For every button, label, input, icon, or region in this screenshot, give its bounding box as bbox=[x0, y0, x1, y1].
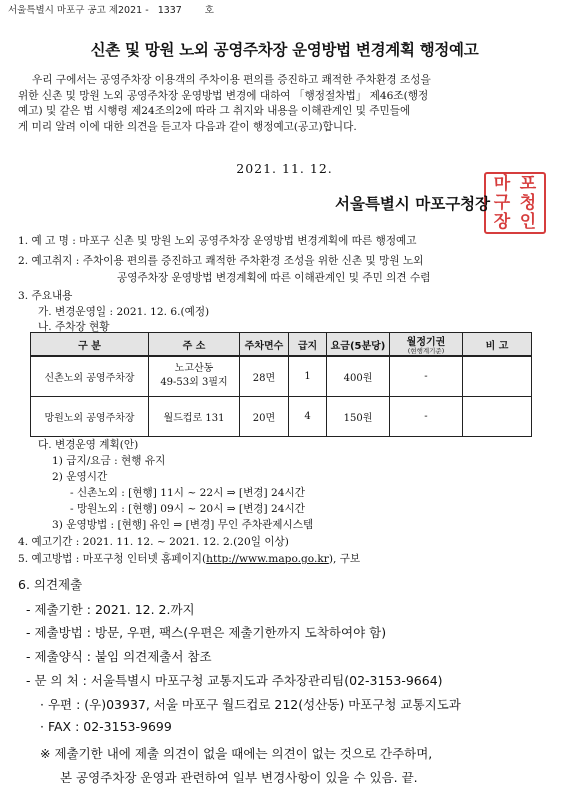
item-1: 1. 예 고 명 : 마포구 신촌 및 망원 노외 공영주차장 운영방법 변경계획에 따른 행정예고 bbox=[18, 235, 417, 247]
table-cell: 28면 bbox=[240, 356, 289, 396]
table-row bbox=[31, 396, 532, 436]
parking-lot-table bbox=[30, 332, 532, 437]
notice-number-suffix: 호 bbox=[204, 5, 214, 16]
contact-info: - 문 의 처 : 서울특별시 마포구청 교통지도과 주차장관리팀(02-3153-9664) bbox=[26, 673, 443, 688]
submit-method: - 제출방법 : 방문, 우편, 팩스(우편은 제출기한까지 도착하여야 함) bbox=[26, 625, 387, 640]
closing-note-cont: 본 공영주차장 운영과 관련하여 일부 변경사항이 있을 수 있음. 끝. bbox=[60, 770, 418, 785]
table-cell: 20면 bbox=[240, 396, 289, 436]
col-header: 요금(5분당) bbox=[327, 333, 390, 357]
item-3: 3. 주요내용 bbox=[18, 290, 73, 302]
item-4: 4. 예고기간 : 2021. 11. 12. ~ 2021. 12. 2.(20일 이상) bbox=[18, 536, 289, 548]
plan-item-2a: - 신촌노외 : [현행] 11시 ~ 22시 ⇒ [변경] 24시간 bbox=[70, 487, 305, 499]
plan-item-2b: - 망원노외 : [현행] 09시 ~ 20시 ⇒ [변경] 24시간 bbox=[70, 503, 305, 515]
plan-item-1: 1) 급지/요금 : 현행 유지 bbox=[52, 455, 166, 467]
closing-note: ※ 제출기한 내에 제출 의견이 없을 때에는 의견이 없는 것으로 간주하며, bbox=[40, 746, 433, 761]
intro-line: 우리 구에서는 공영주차장 이용객의 주차이용 편의를 증진하고 쾌적한 주차환경 조성을 bbox=[32, 74, 431, 86]
fax-number: · FAX : 02-3153-9699 bbox=[40, 719, 172, 734]
col-header: 구 분 bbox=[31, 333, 149, 357]
table-cell: - bbox=[390, 396, 463, 436]
table-cell: 신촌노외 공영주차장 bbox=[31, 356, 149, 396]
col-header: 월정기권 (현행계기준) bbox=[390, 333, 463, 357]
table-row bbox=[31, 356, 532, 396]
item-5: 5. 예고방법 : 마포구청 인터넷 홈페이지(http://www.mapo.go.kr), 구보 bbox=[18, 553, 361, 565]
official-seal: 마 포 구 청 장 인 bbox=[484, 172, 546, 234]
plan-item-3: 3) 운영방법 : [현행] 유인 ⇒ [변경] 무인 주차관제시스템 bbox=[52, 519, 314, 531]
section-6-heading: 6. 의견제출 bbox=[18, 577, 83, 592]
table-cell: 400원 bbox=[327, 356, 390, 396]
table-cell bbox=[463, 356, 532, 396]
item-3-a: 가. 변경운영일 : 2021. 12. 6.(예정) bbox=[38, 306, 210, 318]
intro-line: 위한 신촌 및 망원 노외 공영주차장 운영방법 변경에 대하여 「행정절차법」 제46조(행정 bbox=[18, 89, 429, 102]
table-cell bbox=[463, 396, 532, 436]
item-2-cont: 공영주차장 운영방법 변경계획에 따른 이해관계인 및 주민 의견 수렴 bbox=[117, 272, 431, 284]
table-cell: 150원 bbox=[327, 396, 390, 436]
plan-heading: 다. 변경운영 계획(안) bbox=[38, 439, 139, 451]
table-cell: 노고산동 49-53외 3필지 bbox=[149, 356, 240, 396]
table-cell: 망원노외 공영주차장 bbox=[31, 396, 149, 436]
issuer-signature: 서울특별시 마포구청장 bbox=[335, 195, 491, 213]
table-cell: 월드컵로 131 bbox=[149, 396, 240, 436]
intro-line: 예고) 및 같은 법 시행령 제24조의2에 따라 그 취지와 내용을 이해관계인 및 주민들에 bbox=[18, 105, 411, 118]
col-header: 급지 bbox=[289, 333, 327, 357]
item-3-b: 나. 주차장 현황 bbox=[38, 321, 110, 333]
col-header: 주 소 bbox=[149, 333, 240, 357]
table-cell: 1 bbox=[289, 356, 327, 396]
table-cell: - bbox=[390, 356, 463, 396]
col-header: 주차면수 bbox=[240, 333, 289, 357]
submit-deadline: - 제출기한 : 2021. 12. 2.까지 bbox=[26, 602, 195, 617]
table-cell: 4 bbox=[289, 396, 327, 436]
intro-paragraph bbox=[18, 73, 553, 135]
homepage-link[interactable]: http://www.mapo.go.kr bbox=[206, 553, 329, 565]
document-title: 신촌 및 망원 노외 공영주차장 운영방법 변경계획 행정예고 bbox=[90, 41, 479, 59]
plan-item-2: 2) 운영시간 bbox=[52, 471, 108, 483]
notice-number-label: 서울특별시 마포구 공고 제2021 - bbox=[8, 5, 149, 16]
item-2: 2. 예고취지 : 주차이용 편의를 증진하고 쾌적한 주차환경 조성을 위한 신촌 및 망원 노외 bbox=[18, 255, 424, 267]
table-header-row bbox=[31, 333, 532, 357]
postal-address: · 우편 : (우)03937, 서울 마포구 월드컵로 212(성산동) 마포구청 교통지도과 bbox=[40, 697, 461, 712]
notice-date: 2021. 11. 12. bbox=[236, 161, 333, 176]
handwritten-number: 1337 bbox=[157, 5, 182, 16]
submit-form: - 제출양식 : 붙임 의견제출서 참조 bbox=[26, 649, 212, 664]
intro-line: 게 미리 알려 이에 대한 의견을 듣고자 다음과 같이 행정예고(공고)합니다. bbox=[18, 120, 357, 133]
col-header: 비 고 bbox=[463, 333, 532, 357]
notice-number bbox=[8, 2, 214, 16]
